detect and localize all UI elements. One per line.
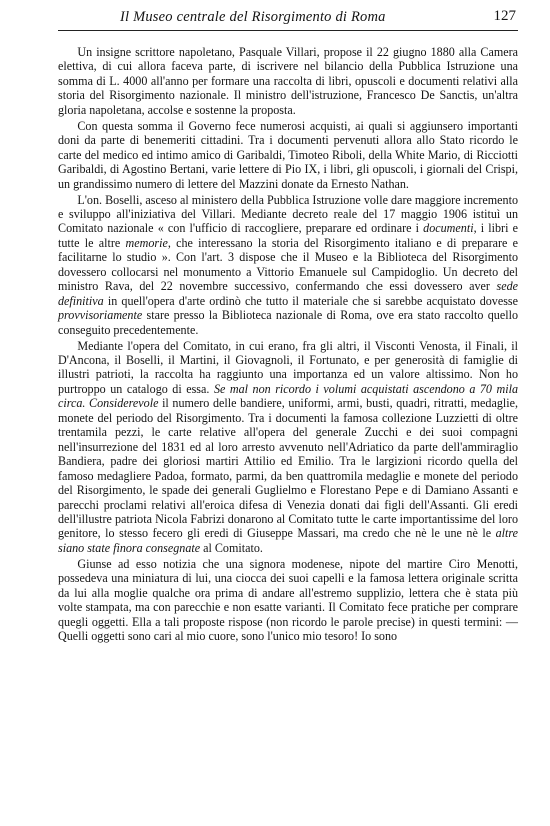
italic-text-segment: altre siano state finora consegnate	[58, 526, 518, 555]
paragraph	[58, 557, 518, 644]
paragraph	[58, 119, 518, 191]
text-segment: Con questa somma il Governo fece numerosi acquisti, ai quali si aggiunsero importanti doni da parte di benemeriti cittadini. Tra i documenti pervenuti allora allo Stato ricordo le carte del medico ed intimo amico di Garibaldi, Timoteo Riboli, della White Mario, di Ricciotti Garibaldi, di Agostino Bertani, varie lettere di Pio IX, i libri, gli opuscoli, i giornali del Crispi, un grandissimo numero di lettere del Mazzini donate da Ernesto Nathan.	[58, 118, 518, 191]
paragraph	[58, 45, 518, 117]
running-header	[58, 6, 518, 31]
text-segment: il numero delle bandiere, uniformi, armi, busti, quadri, ritratti, medaglie, monete del periodo del Risorgimento. Tra i documenti la famosa collezione Luzzietti di oltre trentamila pezzi, le carte relative all'opera del generale Zucchi e dei suoi compagni nell'insurrezione del 1831 ed al loro arresto avvenuto nell'Adriatico da parte dell'ammiraglio Bandiera, padre dei gloriosi martiri Attilio ed Emilio. Tra le largizioni ricordo quella del famoso medagliere Padoa, formato, parmi, da ben quattromila medaglie e monete del periodo del Risorgimento, le spade dei generali Guglielmo e Florestano Pepe e di Damiano Assanti e parecchi proclami relativi all'eroica difesa di Venezia donati dai figli dell'Assanti. Gli eredi dell'illustre patriota Nicola Fabrizi donarono al Comitato tutte le carte importantissime del loro genitore, lo stesso fecero gli eredi di Giuseppe Massari, ma credo che nè le une nè le	[58, 396, 518, 541]
text-segment: Giunse ad esso notizia che una signora modenese, nipote del martire Ciro Menotti, possedeva una miniatura di lui, una ciocca dei suoi capelli e la famosa lettera originale scritta da lui alla moglie qualche ora prima di andare all'estremo supplizio, lettera che è stata più volte stampata, ma con parecchie e non esatte varianti. Il Comitato fece pratiche per comprare quegli oggetti. Ella a tali proposte rispose (non ricordo le parole precise) in questi termini: — Quelli oggetti sono cari al mio cuore, sono l'unico mio tesoro! Io sono	[58, 556, 518, 644]
italic-text-segment: memorie	[125, 235, 168, 250]
text-segment: L'on. Boselli, asceso al ministero della Pubblica Istruzione volle dare maggiore incremento e sviluppo all'iniziativa del Villari. Mediante decreto reale del 17 maggio 1906 istituì un Comitato nazionale « con l'ufficio di raccogliere, preparare ed ordinare i	[58, 192, 518, 236]
paragraph	[58, 339, 518, 556]
text-segment: Un insigne scrittore napoletano, Pasquale Villari, propose il 22 giugno 1880 alla Camera elettiva, di cui allora faceva parte, di iscrivere nel bilancio della Pubblica Istruzione una somma di L. 4000 all'anno per formare una raccolta di libri, opuscoli e documenti relativi alla storia del Risorgimento nazionale. Il ministro dell'istruzione, Francesco De Sanctis, un'altra gloria napoletana, accolse e sostenne la proposta.	[58, 45, 518, 117]
italic-text-segment: documenti	[423, 221, 474, 236]
body-text	[58, 45, 518, 644]
italic-text-segment: sede definitiva	[58, 279, 518, 308]
text-segment: Mediante l'opera del Comitato, in cui erano, fra gli altri, il Visconti Venosta, il Finali, il D'Ancona, il Boselli, il Martini, il Giovagnoli, il Fortunato, e per generosità di famiglie di illustri patrioti, la raccolta ha raggiunto una importanza ed un valore altissimo. Non ho purtroppo un catalogo di essa.	[58, 338, 518, 396]
text-segment: in quell'opera d'arte ordinò che tutto il materiale che si sarebbe acquistato dovesse	[103, 293, 518, 308]
text-segment: al Comitato.	[200, 540, 263, 555]
paragraph	[58, 193, 518, 338]
text-segment: , i libri e tutte le altre	[58, 221, 518, 250]
running-title: Il Museo centrale del Risorgimento di Roma	[120, 9, 386, 25]
text-segment: stare presso la Biblioteca nazionale di Roma, ove era stato raccolto quello conseguito precedentemente.	[58, 308, 518, 337]
italic-text-segment: provvisoriamente	[58, 308, 143, 323]
text-segment: , che interessano la storia del Risorgimento italiano e di preparare e facilitarne lo studio ». Con l'art. 3 dispose che il Museo e la Biblioteca del Risorgimento dovessero collocarsi nel monumento a Vittorio Emanuele sul Campidoglio. Un decreto del ministro Rava, del 22 novembre successivo, confermando che essi dovessero aver	[58, 235, 518, 294]
italic-text-segment: Se mal non ricordo i volumi acquistati ascendono a 70 mila circa. Considerevole	[58, 381, 519, 411]
page-number: 127	[493, 8, 516, 24]
